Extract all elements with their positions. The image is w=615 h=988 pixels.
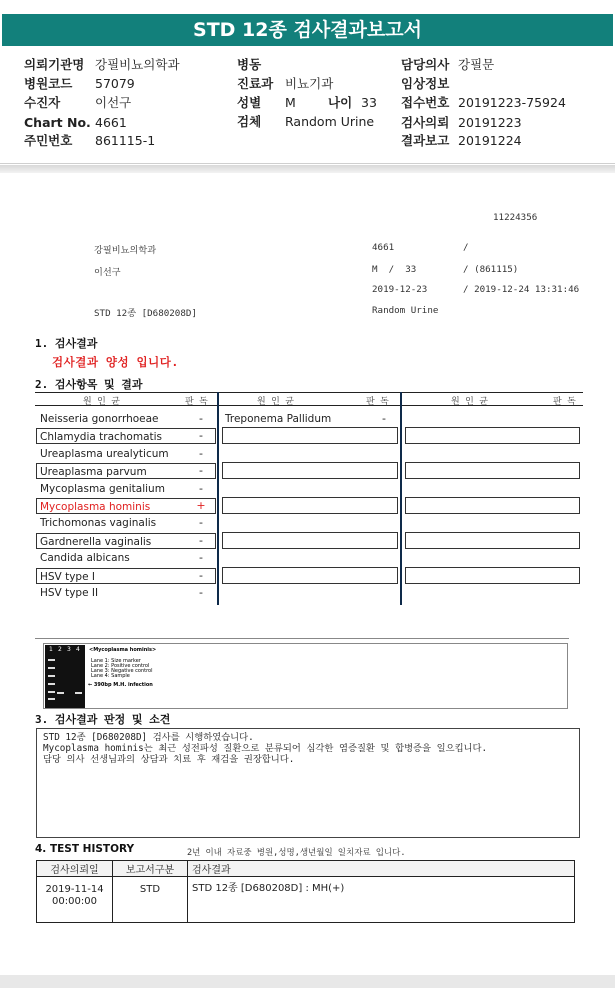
pathogen-result: - bbox=[199, 586, 203, 599]
report-title: STD 12종 검사결과보고서 bbox=[193, 19, 422, 41]
col-pathogen-1: 원 인 균 bbox=[83, 397, 120, 407]
age-value: 33 bbox=[361, 95, 377, 110]
pathogen-name: Treponema Pallidum bbox=[225, 413, 332, 425]
pathogen-result: - bbox=[199, 551, 203, 564]
empty-result-cell bbox=[405, 532, 580, 549]
col-result-3: 판 독 bbox=[553, 397, 576, 407]
sex-label: 성별 bbox=[237, 95, 262, 110]
grid-divider-2 bbox=[400, 392, 402, 605]
test-history-table bbox=[36, 860, 575, 923]
pathogen-result: - bbox=[199, 429, 203, 442]
gel-title: <Mycoplasma hominis> bbox=[89, 647, 157, 653]
col-result-1: 판 독 bbox=[185, 397, 208, 407]
dept-value: 비뇨기과 bbox=[285, 76, 334, 91]
opinion-line: Mycoplasma hominis는 최근 성전파성 질환으로 분류되어 심각한 염증질환 및 합병증을 일으킵니다. bbox=[43, 743, 488, 754]
pathogen-result: - bbox=[199, 464, 203, 477]
lane-number: 4 bbox=[76, 646, 80, 653]
form-code: 11224356 bbox=[493, 212, 538, 223]
patient-value: 이선구 bbox=[95, 95, 132, 110]
clinical-label: 임상정보 bbox=[401, 76, 450, 91]
page-footer-bar bbox=[0, 975, 615, 988]
history-header: 보고서구분 bbox=[113, 861, 188, 877]
empty-result-cell bbox=[405, 427, 580, 444]
chart-value: 4661 bbox=[95, 115, 127, 130]
pathogen-result: - bbox=[199, 412, 203, 425]
specimen-value: Random Urine bbox=[285, 114, 375, 129]
grid-divider-1 bbox=[217, 392, 219, 605]
form-chart: 4661 bbox=[372, 242, 395, 253]
gel-legend-item: Lane 4: Sample bbox=[91, 673, 130, 679]
gel-band-label: ← 390bp M.H. infection bbox=[88, 682, 153, 688]
pathogen-result: - bbox=[199, 516, 203, 529]
form-date: 2019-12-23 bbox=[372, 284, 428, 295]
age-label: 나이 bbox=[328, 95, 353, 110]
request-value: 20191223 bbox=[458, 115, 522, 130]
empty-result-cell bbox=[405, 462, 580, 479]
pathogen-result: - bbox=[199, 482, 203, 495]
receipt-value: 20191223-75924 bbox=[458, 95, 566, 110]
pathogen-name: Mycoplasma genitalium bbox=[40, 483, 165, 495]
pathogen-name: Ureaplasma urealyticum bbox=[40, 448, 169, 460]
pathogen-name: Candida albicans bbox=[40, 552, 130, 564]
section-items-title: 2. 검사항목 및 결과 bbox=[35, 378, 143, 391]
history-time: 00:00:00 bbox=[52, 896, 97, 907]
pathogen-name: Trichomonas vaginalis bbox=[40, 517, 157, 529]
empty-result-cell bbox=[405, 497, 580, 514]
header-divider bbox=[0, 163, 615, 164]
ward-label: 병동 bbox=[237, 57, 262, 72]
request-label: 검사의뢰 bbox=[401, 115, 450, 130]
table-row bbox=[37, 877, 575, 923]
opinion-box bbox=[36, 728, 580, 838]
gel-legend-item: Lane 3: Negative control bbox=[91, 668, 153, 674]
pathogen-name: HSV type II bbox=[40, 587, 99, 599]
history-header: 검사의뢰일 bbox=[37, 861, 113, 877]
lane-number: 1 bbox=[49, 646, 53, 653]
pathogen-result: + bbox=[196, 499, 206, 512]
col-result-2: 판 독 bbox=[366, 397, 389, 407]
positive-result-message: 검사결과 양성 입니다. bbox=[52, 355, 179, 369]
section-opinion-title: 3. 검사결과 판정 및 소견 bbox=[35, 713, 171, 726]
section-history-title: 4. TEST HISTORY bbox=[35, 843, 135, 855]
specimen-label: 검체 bbox=[237, 114, 262, 129]
pathogen-result: - bbox=[382, 412, 386, 425]
form-datetime: / 2019-12-24 13:31:46 bbox=[463, 284, 580, 295]
history-header: 검사결과 bbox=[188, 861, 575, 877]
rrn-label: 주민번호 bbox=[24, 133, 73, 148]
gel-legend-item: Lane 1: Size marker bbox=[91, 658, 141, 664]
gel-legend-item: Lane 2: Positive control bbox=[91, 663, 150, 669]
patient-label: 수진자 bbox=[24, 95, 61, 110]
gel-electrophoresis-image bbox=[43, 643, 568, 709]
pathogen-name: Gardnerella vaginalis bbox=[36, 533, 216, 549]
hospital-code-label: 병원코드 bbox=[24, 76, 73, 91]
opinion-line: 담당 의사 선생님과의 상담과 치료 후 재검을 권장합니다. bbox=[43, 754, 295, 765]
pathogen-name: Mycoplasma hominis bbox=[36, 498, 216, 514]
sex-value: M bbox=[285, 95, 296, 110]
patient-info-header bbox=[0, 55, 615, 165]
institution-label: 의뢰기관명 bbox=[24, 57, 85, 72]
empty-result-cell bbox=[222, 427, 398, 444]
receipt-label: 접수번호 bbox=[401, 95, 450, 110]
form-birth: / (861115) bbox=[463, 264, 519, 275]
pathogen-result: - bbox=[199, 447, 203, 460]
pathogen-name: Chlamydia trachomatis bbox=[36, 428, 216, 444]
institution-value: 강필비뇨의학과 bbox=[95, 57, 180, 72]
gel-lanes bbox=[45, 645, 85, 708]
pathogen-name: HSV type I bbox=[36, 568, 216, 584]
history-note: 2년 이내 자료중 병원,성명,생년월일 일치자료 입니다. bbox=[187, 848, 406, 858]
form-specimen: Random Urine bbox=[372, 305, 439, 316]
hospital-code-value: 57079 bbox=[95, 76, 135, 91]
history-date: 2019-11-14 bbox=[45, 884, 104, 895]
header-shadow bbox=[0, 165, 615, 173]
pathogen-result: - bbox=[199, 534, 203, 547]
pathogen-result: - bbox=[199, 569, 203, 582]
dept-label: 진료과 bbox=[237, 76, 274, 91]
rrn-value: 861115-1 bbox=[95, 133, 156, 148]
form-sex-age: M / 33 bbox=[372, 264, 417, 275]
col-pathogen-2: 원 인 균 bbox=[257, 397, 294, 407]
report-date-value: 20191224 bbox=[458, 133, 522, 148]
lane-number: 2 bbox=[58, 646, 62, 653]
col-pathogen-3: 원 인 균 bbox=[451, 397, 488, 407]
empty-result-cell bbox=[405, 567, 580, 584]
doctor-value: 강필문 bbox=[458, 57, 495, 72]
form-slash: / bbox=[463, 242, 469, 253]
opinion-line: STD 12종 [D680208D] 검사를 시행하였습니다. bbox=[43, 732, 254, 743]
empty-result-cell bbox=[222, 497, 398, 514]
history-type: STD bbox=[113, 877, 188, 923]
form-test: STD 12종 [D680208D] bbox=[94, 308, 197, 319]
history-result: STD 12종 [D680208D] : MH(+) bbox=[188, 877, 575, 923]
pathogen-name: Neisseria gonorrhoeae bbox=[40, 413, 159, 425]
empty-result-cell bbox=[222, 462, 398, 479]
empty-result-cell bbox=[222, 567, 398, 584]
lane-number: 3 bbox=[67, 646, 71, 653]
report-title-bar bbox=[2, 14, 613, 46]
form-patient: 이선구 bbox=[94, 267, 121, 278]
doctor-label: 담당의사 bbox=[401, 57, 450, 72]
result-grid-header bbox=[35, 392, 583, 406]
chart-label: Chart No. bbox=[24, 115, 91, 130]
section-result-title: 1. 검사결과 bbox=[35, 337, 98, 350]
report-date-label: 결과보고 bbox=[401, 133, 450, 148]
pathogen-name: Ureaplasma parvum bbox=[36, 463, 216, 479]
empty-result-cell bbox=[222, 532, 398, 549]
form-institution: 강필비뇨의학과 bbox=[94, 245, 157, 256]
